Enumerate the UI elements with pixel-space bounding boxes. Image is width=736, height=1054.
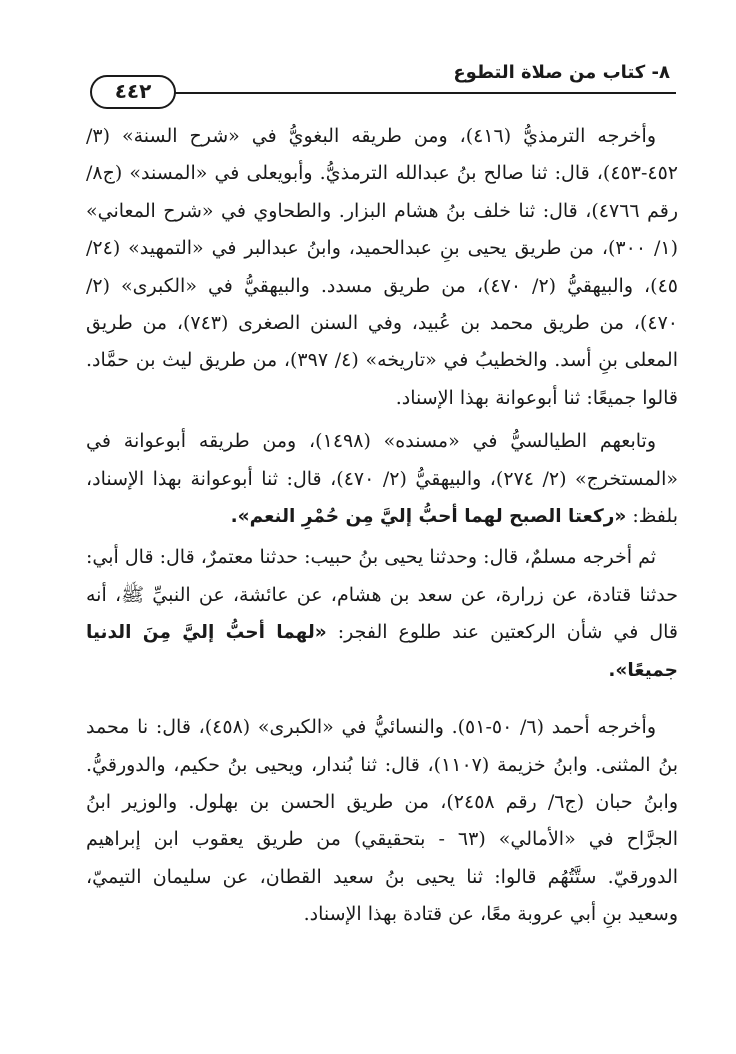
page-number: ٤٤٢ bbox=[90, 75, 176, 109]
paragraph-1: وأخرجه الترمذيُّ (٤١٦)، ومن طريقه البغويُّ في «شرح السنة» (٣/ ٤٥٢-٤٥٣)، قال: ثنا صالح بنُ عبدالله الترمذيُّ. وأبويعلى في «المسند» (ج٨/ رقم ٤٧٦٦)، قال: ثنا خلف بنُ هشام البزار. والطحاوي في «شرح المعاني» (١/ ٣٠٠)، من طريق يحيى بنِ عبدالحميد، وابنُ عبدالبر في «التمهيد» (٢٤/ ٤٥)، والبيهقيُّ (٢/ ٤٧٠)، من طريق مسدد. والبيهقيُّ في «الكبرى» (٢/ ٤٧٠)، من طريق محمد بن عُبيد، وفي السنن الصغرى (٧٤٣)، من طريق المعلى بنِ أسد. والخطيبُ في «تاريخه» (٤/ ٣٩٧)، من طريق ليث بن حمَّاد. قالوا جميعًا: ثنا أبوعوانة بهذا الإسناد. bbox=[86, 125, 678, 409]
paragraph-2-text: وتابعهم الطيالسيُّ في «مسنده» (١٤٩٨)، ومن طريقه أبوعوانة في «المستخرج» (٢/ ٢٧٤)، والبيهقيُّ (٢/ ٤٧٠)، قال: ثنا أبوعوانة بهذا الإسناد، بلفظ: bbox=[86, 430, 678, 528]
paragraph-3 bbox=[86, 539, 678, 689]
body-text bbox=[86, 118, 678, 934]
chapter-title: ٨- كتاب من صلاة التطوع bbox=[453, 62, 670, 83]
hadith-quote-2: «لهما أحبُّ إليَّ مِنَ الدنيا جميعًا». bbox=[86, 622, 678, 681]
header-rule bbox=[92, 92, 676, 94]
paragraph-4: وأخرجه أحمد (٦/ ٥٠-٥١). والنسائيُّ في «الكبرى» (٤٥٨)، قال: نا محمد بنُ المثنى. وابنُ خزيمة (١١٠٧)، قال: ثنا بُندار، ويحيى بنُ حكيم، والدورقيُّ. وابنُ حبان (ج٦/ رقم ٢٤٥٨)، من طريق الحسن بن بهلول. والوزير ابنُ الجرَّاح في «الأمالي» (٦٣ - بتحقيقي) من طريق يعقوب ابن إبراهيم الدورقيّ. ستَّتُهُم قالوا: ثنا يحيى بنُ سعيد القطان، عن سليمان التيميّ، وسعيد بنِ أبي عروبة معًا، عن قتادة بهذا الإسناد. bbox=[86, 716, 679, 926]
paragraph-3-text: ثم أخرجه مسلمٌ، قال: وحدثنا يحيى بنُ حبيب: حدثنا معتمرٌ، قال: قال أبي: حدثنا قتادة، عن زرارة، عن سعد بن هشام، عن عائشة، عن النبيِّ ﷺ، أنه قال في شأن الركعتين عند طلوع الفجر: bbox=[86, 546, 678, 644]
paragraph-2 bbox=[86, 423, 678, 535]
hadith-quote-1: «ركعتا الصبح لهما أحبُّ إليَّ مِن حُمْرِ النعم». bbox=[230, 506, 627, 528]
